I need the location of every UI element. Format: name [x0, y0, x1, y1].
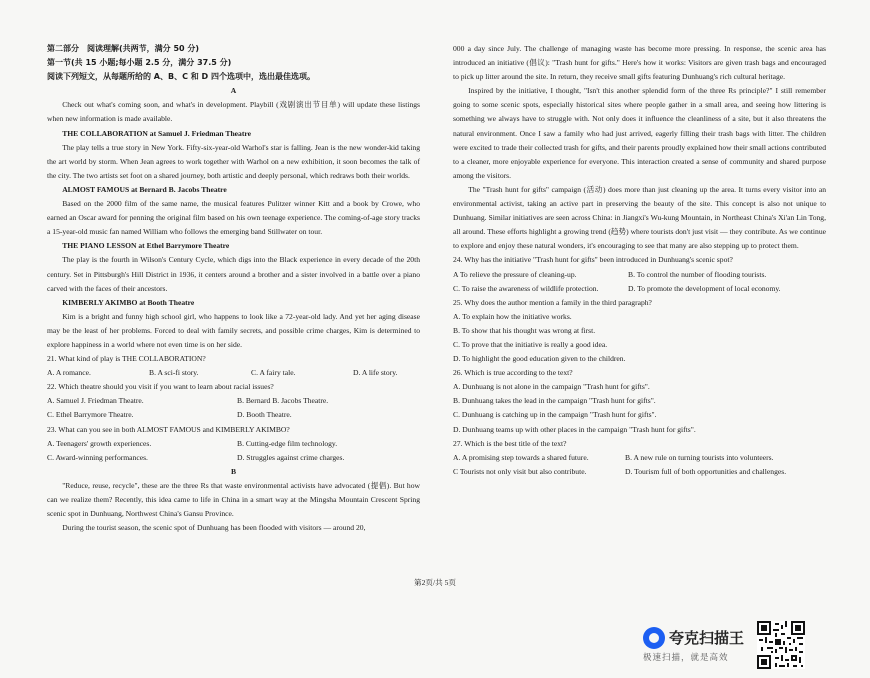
scanner-brand-name: 夸克扫描王	[669, 629, 745, 647]
option: C. Ethel Barrymore Theatre.	[47, 410, 134, 420]
question-stem: 24. Why has the initiative "Trash hunt for gifts" been introduced in Dunhuang's scenic spot?	[453, 255, 733, 265]
question-options	[453, 310, 826, 366]
option: D. Dunhuang teams up with other places in the campaign "Trash hunt for gifts".	[453, 424, 696, 434]
question-options	[47, 437, 420, 465]
question-options	[47, 394, 420, 422]
show-description: Based on the 2000 film of the same name, the musical features Pulitzer winner Kitt and a book by Crowe, who earned an Oscar award for penning the original film based on his own teenage experience. The coming-of-age story tracks a 15-year-old music fan named William who follows the emerging band Stillwater on tour.	[47, 199, 420, 237]
option: A To relieve the pressure of cleaning-up.	[453, 269, 577, 279]
option: C. To prove that the initiative is really a good idea.	[453, 339, 608, 349]
passage-b-paragraph: "Reduce, reuse, recycle", these are the three Rs that waste environmental activists have advocated (提倡). But how can we realize them? Recently, this idea came to life in China in a smart way at the Mingsha Mountain Crescent Spring scenic spot in Dunhuang, Northwest China's Gansu Province.	[47, 480, 420, 519]
option: D. To highlight the good education given to the children.	[453, 354, 626, 364]
question-stem: 22. Which theatre should you visit if you want to learn about racial issues?	[47, 382, 274, 392]
show-title: THE COLLABORATION at Samuel J. Friedman Theatre	[62, 128, 251, 138]
scanner-watermark	[643, 625, 755, 665]
option: B. Cutting-edge film technology.	[237, 438, 338, 448]
question-options	[453, 380, 826, 436]
passage-a-intro: Check out what's coming soon, and what's in development. Playbill (戏剧演出节目单) will update these listings when new information is made available.	[47, 100, 420, 124]
page-number: 第2页/共 5页	[414, 578, 456, 587]
option: A. Samuel J. Friedman Theatre.	[47, 396, 144, 406]
passage-b-paragraph: 000 a day since July. The challenge of managing waste has become more pressing. In response, the scenic area has introduced an initiative (倡议): "Trash hunt for gifts." Here's how it works: Visitors are given trash bags and encouraged to pick up litter around the site. In return, they receive small gifts featuring Dunhuang's rich cultural heritage.	[453, 44, 826, 82]
passage-a-letter: A	[230, 86, 237, 96]
instruction: 阅读下列短文，从每题所给的 A、B、C 和 D 四个选项中，选出最佳选项。	[47, 72, 315, 82]
option: C. A fairy tale.	[251, 368, 296, 378]
option: C. Dunhuang is catching up in the campaign "Trash hunt for gifts".	[453, 410, 657, 420]
option: B. To control the number of flooding tourists.	[628, 269, 767, 279]
question-options	[453, 268, 826, 296]
option: D. Booth Theatre.	[237, 410, 292, 420]
show-description: Kim is a bright and funny high school girl, who happens to look like a 72-year-old lady. And yet her aging disease may be the least of her problems. Forced to deal with family secrets, and possible crime charges, Kim is determined to explore happiness in a world where not even time is on her side.	[47, 311, 420, 349]
option: B. A sci-fi story.	[149, 368, 199, 378]
show-title: KIMBERLY AKIMBO at Booth Theatre	[62, 297, 195, 307]
question-stem: 21. What kind of play is THE COLLABORATION?	[47, 354, 206, 364]
option: D. A life story.	[353, 368, 398, 378]
option: A. A promising step towards a shared future.	[453, 452, 589, 462]
right-column	[453, 42, 826, 479]
option: D. To promote the development of local economy.	[628, 283, 781, 293]
passage-b-paragraph: Inspired by the initiative, I thought, "Isn't this another splendid form of the three Rs principle?" I still remember going to some scenic spots, especially historical sites where people gather in a small area, and seeing how littering is something we always have to struggle with. Not only does it influence the cleanliness of a site, but it also threatens the natural environment. Once I saw a family who had just arrived, eagerly filling their trash bags with litter. The children were excited to trade their collected trash for gifts, and their parents proudly explained how their small actions contributed to a cleaner, more enjoyable experience for everyone. This interaction created a sense of community and shared purpose among the visitors.	[453, 86, 826, 180]
question-stem: 27. Which is the best title of the text?	[453, 438, 567, 448]
option: A. To explain how the initiative works.	[453, 311, 572, 321]
option: A. Dunhuang is not alone in the campaign "Trash hunt for gifts".	[453, 382, 650, 392]
option: B. A new rule on turning tourists into volunteers.	[625, 452, 774, 462]
option: B. Dunhuang takes the lead in the campaign "Trash hunt for gifts".	[453, 396, 656, 406]
left-column	[47, 42, 420, 535]
show-description: The play tells a true story in New York. Fifty-six-year-old Warhol's star is falling. Jean is the new wonder-kid taking the art world by storm. When Jean agrees to work together with Warhol on a new exhibition, it soon becomes the talk of the city. The two artists set foot on a shared journey, both artistic and deeply personal, which redraws both their worlds.	[47, 142, 420, 180]
question-stem: 25. Why does the author mention a family in the third paragraph?	[453, 297, 652, 307]
option: A. Teenagers' growth experiences.	[47, 438, 152, 448]
option: C. To raise the awareness of wildlife protection.	[453, 283, 599, 293]
option: C. Award-winning performances.	[47, 452, 148, 462]
option: D. Struggles against crime charges.	[237, 452, 345, 462]
passage-b-paragraph: During the tourist season, the scenic spot of Dunhuang has been flooded with visitors — around 20,	[62, 523, 366, 533]
option: D. Tourism full of both opportunities and challenges.	[625, 466, 787, 476]
show-title: ALMOST FAMOUS at Bernard B. Jacobs Theatre	[62, 184, 227, 194]
option: B. To show that his thought was wrong at first.	[453, 325, 596, 335]
question-stem: 23. What can you see in both ALMOST FAMOUS and KIMBERLY AKIMBO?	[47, 424, 290, 434]
show-title: THE PIANO LESSON at Ethel Barrymore Theatre	[62, 241, 230, 251]
part-heading: 第二部分 阅读理解(共两节，满分 50 分)	[47, 44, 200, 53]
option: A. A romance.	[47, 368, 91, 378]
question-stem: 26. Which is true according to the text?	[453, 368, 573, 378]
question-options	[47, 366, 420, 380]
show-description: The play is the fourth in Wilson's Century Cycle, which digs into the Black experience in every decade of the 20th century. Set in Pittsburgh's Hill District in 1936, it centers around a brother and a sister involved in a battle over a piano carved with the faces of their ancestors.	[47, 255, 420, 293]
option: C Tourists not only visit but also contribute.	[453, 466, 587, 476]
option: B. Bernard B. Jacobs Theatre.	[237, 396, 329, 406]
passage-b-letter: B	[230, 466, 237, 476]
question-options	[453, 451, 826, 479]
section-heading: 第一节(共 15 小题;每小题 2.5 分，满分 37.5 分)	[47, 58, 232, 68]
passage-b-paragraph: The "Trash hunt for gifts" campaign (活动) does more than just cleaning up the area. It turns every visitor into an environmental activist, taking an active part in preserving the beauty of the site. This concept is also not unique to Dunhuang. Similar initiatives are seen across China: in Jiangxi's Wu-kung Mountain, in Northeast China's Xi'an Lin Tong, all around. These efforts highlight a growing trend (趋势) where tourists don't just visit — they contribute. As we continue to explore and enjoy these natural wonders, it's encouraging to see that many are also stepping up to protect them.	[453, 184, 826, 251]
scanner-logo-icon	[643, 627, 665, 649]
scanner-slogan: 极速扫描，就是高效	[643, 653, 729, 663]
qr-code-icon	[757, 621, 805, 669]
